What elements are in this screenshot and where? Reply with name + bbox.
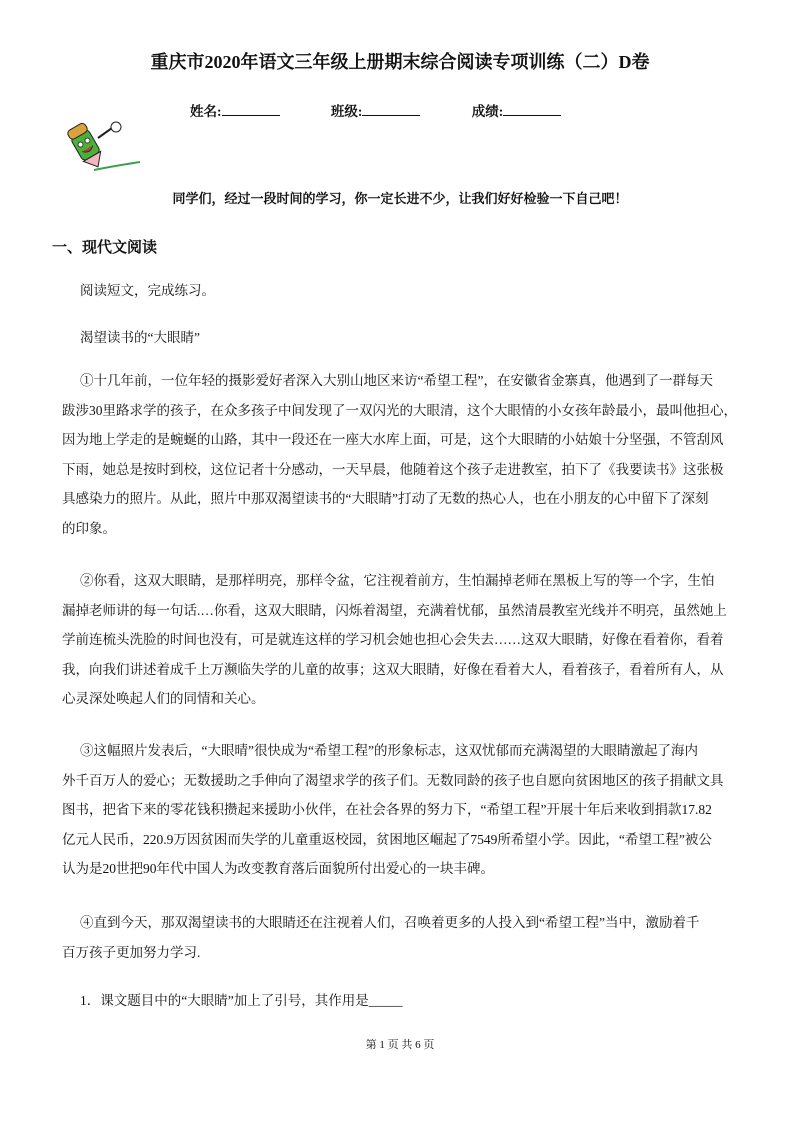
- name-label: 姓名:: [190, 104, 222, 119]
- text-line: 图书，把省下来的零花钱积攒起来援助小伙伴，在社会各界的努力下，“希望工程”开展十年后来收到捐款17.82: [62, 802, 712, 817]
- text-line: ①十几年前，一位年轻的摄影爱好者深入大别山地区来访“希望工程”，在安徽省金寨真，他遇到了一群每天: [80, 373, 713, 388]
- section-heading: 一、现代文阅读: [52, 240, 158, 256]
- text-line: ②你看，这双大眼睛，是那样明亮，那样令盆，它注视着前方，生怕漏掉老师在黑板上写的等一个字，生怕: [80, 573, 715, 588]
- paragraph-2: [62, 566, 727, 714]
- instruction-text: 阅读短文，完成练习。: [80, 283, 215, 298]
- pencil-mascot-icon: [64, 118, 144, 174]
- text-line: 漏掉老师讲的每一句话.…你看，这双大眼睛，闪烁着渴望，充满着忧郁，虽然清晨教室光线并不明亮，虽然她上: [62, 602, 727, 618]
- paragraph-3: [62, 736, 724, 884]
- page-footer: 第 1 页 共 6 页: [365, 1039, 435, 1051]
- student-info-line: [190, 100, 609, 120]
- text-line: 我，向我们讲述着成千上万濒临失学的儿童的故事；这双大眼睛，好像在看着大人，看着孩子，看着所有人，从: [62, 661, 724, 677]
- text-line: 外千百万人的爱心；无数援助之手伸向了渴望求学的孩子们。无数同龄的孩子也自愿向贫困地区的孩子捐献文具: [62, 772, 724, 788]
- class-blank[interactable]: [362, 101, 420, 116]
- text-line: ③这幅照片发表后，“大眼晴”很快成为“希望工程”的形象标志，这双忧郁而充满渴望的大眼睛激起了海内: [80, 743, 698, 758]
- name-blank[interactable]: [222, 101, 280, 116]
- paragraph-4: [62, 908, 699, 967]
- text-line: 具感染力的照片。从此，照片中那双渴望读书的“大眼睛”打动了无数的热心人，也在小朋友的心中留下了深刻: [62, 491, 709, 506]
- question-1: 1．课文题目中的“大眼睛”加上了引号，其作用是_____: [80, 993, 403, 1008]
- text-line: 跋涉30里路求学的孩子，在众多孩子中间发现了一双闪光的大眼清，这个大眼情的小女孩年龄最小，最叫他担心，: [62, 402, 737, 418]
- text-line: 认为是20世把90年代中国人为改变教育落后面貌所付出爱心的一块丰碑。: [62, 861, 494, 876]
- text-line: 亿元人民币，220.9万因贫困而失学的儿童重返校园，贫困地区崛起了7549所希望小学。因此，“希望工程”被公: [62, 831, 712, 847]
- score-label: 成绩:: [471, 104, 504, 119]
- text-line: ④直到今天，那双渴望读书的大眼睛还在注视着人们，召唤着更多的人投入到“希望工程”当中，激励着千: [80, 915, 700, 930]
- name-field[interactable]: [190, 100, 280, 120]
- score-blank[interactable]: [503, 101, 561, 116]
- text-line: 百万孩子更加努力学习.: [62, 944, 201, 960]
- paragraph-1: [62, 366, 737, 543]
- text-line: 因为地上学走的是蜿蜒的山路，其中一段还在一座大水库上面，可是，这个大眼睛的小姑娘十分坚强，不管刮风: [62, 432, 724, 447]
- score-field[interactable]: [472, 100, 562, 120]
- text-line: 下雨，她总是按时到校，这位记者十分感动，一天早晨，他随着这个孩子走进教室，拍下了《我要读书》这张极: [62, 461, 724, 477]
- text-line: 心灵深处唤起人们的同情和关心。: [62, 691, 265, 706]
- text-line: 学前连梳头洗脸的时间也没有，可是就连这样的学习机会她也担心会失去……这双大眼睛，好像在看着你，看着: [62, 632, 724, 647]
- text-line: 的印象。: [62, 520, 116, 536]
- class-field[interactable]: [331, 100, 421, 120]
- greeting-text: 同学们，经过一段时间的学习，你一定长进不少，让我们好好检验一下自己吧！: [172, 191, 628, 206]
- passage-title: 渴望读书的“大眼睛”: [80, 330, 200, 345]
- document-title: 重庆市2020年语文三年级上册期末综合阅读专项训练（二）D卷: [150, 52, 650, 72]
- class-label: 班级:: [330, 104, 363, 119]
